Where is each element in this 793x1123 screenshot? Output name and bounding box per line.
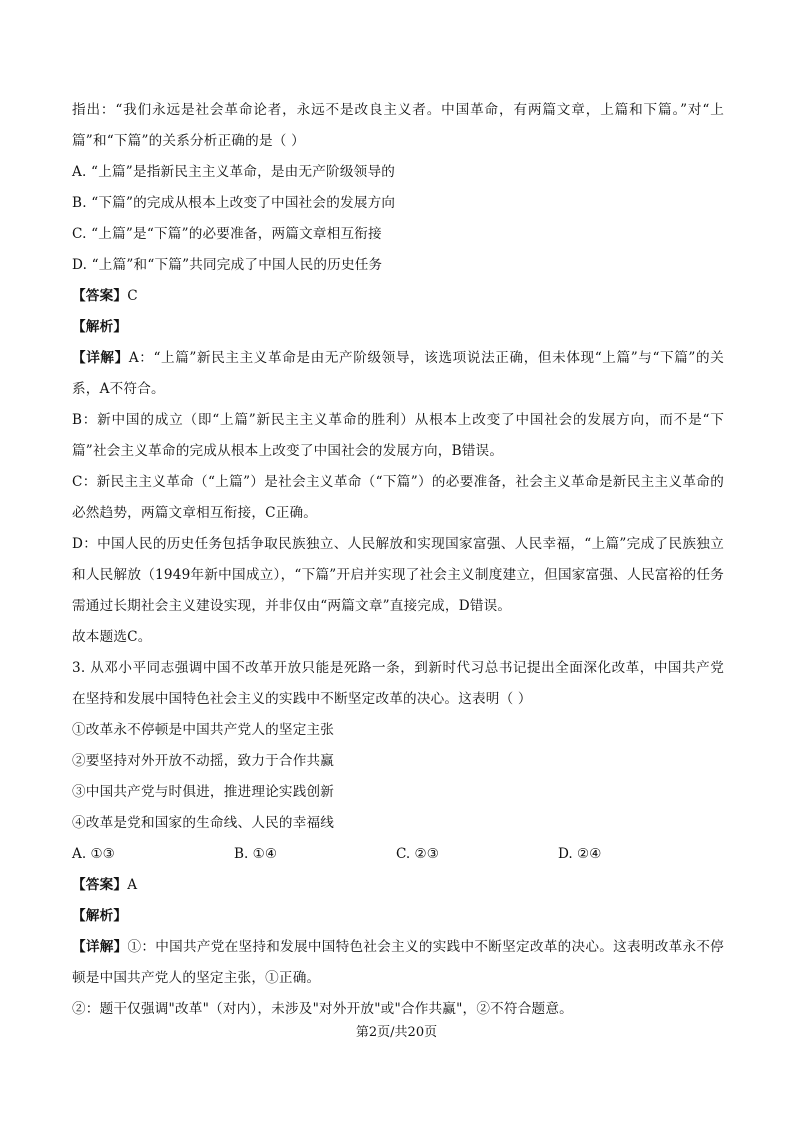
question-3-analysis-tag (72, 901, 724, 932)
analysis-tag: 【解析】 (72, 319, 128, 335)
question-3-statement-1: ①改革永不停顿是中国共产党人的坚定主张 (72, 722, 335, 738)
question-2-analysis-tag (72, 312, 724, 343)
question-2-option-c: C. “上篇”是“下篇”的必要准备，两篇文章相互衔接 (72, 226, 382, 242)
question-3-statement-4: ④改革是党和国家的生命线、人民的幸福线 (72, 815, 335, 831)
choice-d: D. ②④ (558, 846, 602, 862)
question-2-conclusion: 故本题选C。 (72, 629, 152, 645)
detail-text: ①：中国共产党在坚持和发展中国特色社会主义的实践中不断坚定改革的决心。这表明改革永不停顿是中国共产党人的坚定主张，①正确。 (72, 939, 724, 986)
question-3-detail-1 (72, 932, 724, 994)
question-2-option-d: D. “上篇”和“下篇”共同完成了中国人民的历史任务 (72, 257, 383, 273)
question-2-detail-d: D：中国人民的历史任务包括争取民族独立、人民解放和实现国家富强、人民幸福，“上篇”完成了民族独立和人民解放（1949年新中国成立），“下篇”开启并实现了社会主义制度建立，但国家富强、人民富裕的任务需通过长期社会主义建设实现，并非仅由“两篇文章”直接完成，D错误。 (72, 536, 724, 614)
detail-text: A：“上篇”新民主主义革命是由无产阶级领导，该选项说法正确，但未体现“上篇”与“下篇”的关系，A不符合。 (72, 350, 724, 397)
question-2-detail-b: B：新中国的成立（即“上篇”新民主主义革命的胜利）从根本上改变了中国社会的发展方向，而不是“下篇”社会主义革命的完成从根本上改变了中国社会的发展方向，B错误。 (72, 412, 724, 459)
answer-tag: 【答案】 (72, 288, 128, 304)
question-3-answer (72, 870, 724, 901)
question-3-choices (72, 839, 724, 870)
choice-a: A. ①③ (72, 846, 115, 862)
choice-b: B. ①④ (234, 846, 278, 862)
answer-value: A (127, 877, 138, 893)
question-3-detail-2: ②：题干仅强调"改革"（对内），未涉及"对外开放"或"合作共赢"，②不符合题意。 (72, 1001, 573, 1017)
detail-tag: 【详解】 (72, 939, 128, 955)
page-number: 第2页/共20页 (355, 1025, 438, 1040)
question-2-option-b: B. “下篇”的完成从根本上改变了中国社会的发展方向 (72, 195, 396, 211)
analysis-tag: 【解析】 (72, 908, 128, 924)
answer-tag: 【答案】 (72, 877, 128, 893)
question-3-stem: 3. 从邓小平同志强调中国不改革开放只能是死路一条，到新时代习总书记提出全面深化改革，中国共产党在坚持和发展中国特色社会主义的实践中不断坚定改革的决心。这表明（ ） (72, 660, 724, 707)
choice-c: C. ②③ (396, 846, 439, 862)
question-2-stem: 指出：“我们永远是社会革命论者，永远不是改良主义者。中国革命，有两篇文章，上篇和下篇。”对“上篇”和“下篇”的关系分析正确的是（ ） (72, 102, 724, 149)
answer-value: C (127, 288, 138, 304)
detail-tag: 【详解】 (72, 350, 129, 366)
page-content (72, 95, 724, 1025)
question-2-detail-c: C：新民主主义革命（“上篇”）是社会主义革命（“下篇”）的必要准备，社会主义革命是新民主主义革命的必然趋势，两篇文章相互衔接，C正确。 (72, 474, 724, 521)
question-2-option-a: A. “上篇”是指新民主主义革命，是由无产阶级领导的 (72, 164, 396, 180)
question-3-statement-2: ②要坚持对外开放不动摇，致力于合作共赢 (72, 753, 335, 769)
question-2-answer (72, 281, 724, 312)
question-2-detail-a (72, 343, 724, 405)
question-3-statement-3: ③中国共产党与时俱进，推进理论实践创新 (72, 784, 335, 800)
